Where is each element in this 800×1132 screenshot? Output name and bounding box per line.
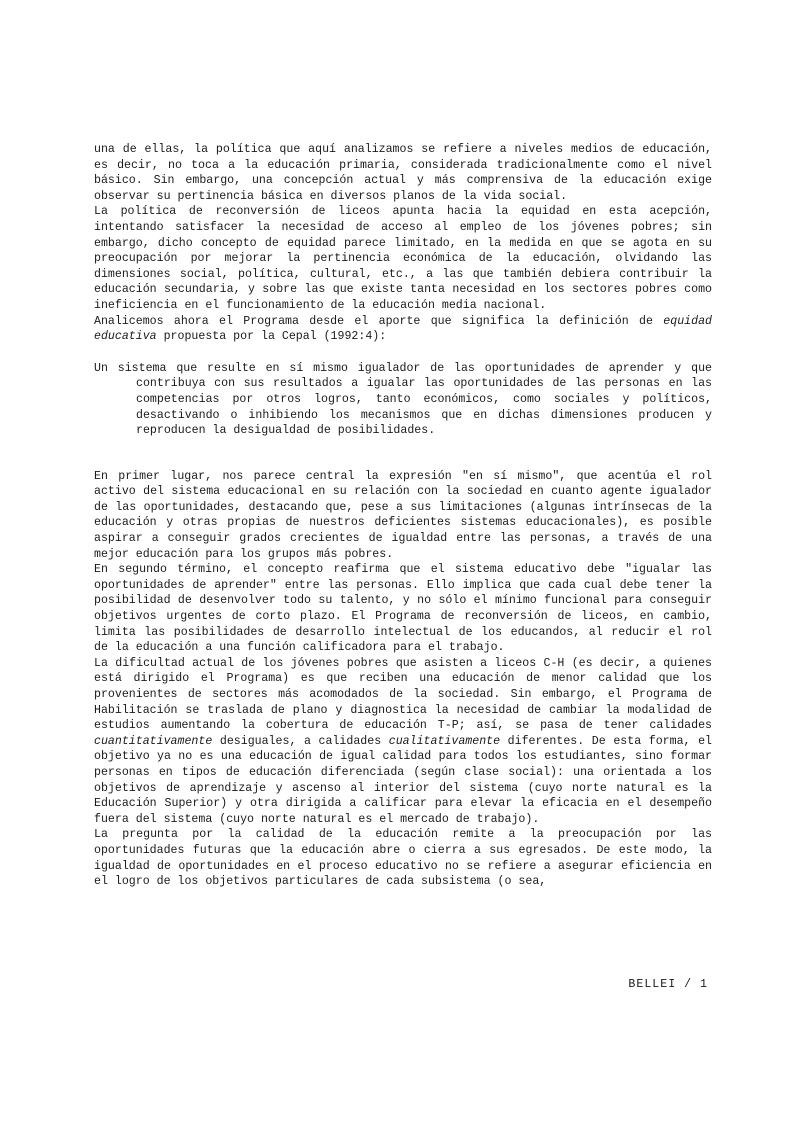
spacer (94, 439, 712, 469)
paragraph-5: En segundo término, el concepto reafirma que el sistema educativo debe "igualar las oportunidades de aprender" entre las personas. Ello implica que cada cual debe tener la posibilidad de desenvolver todo su talento, y no sólo el mínimo funcional para conseguir objetivos urgentes de corto plazo. El Programa de reconversión de liceos, en cambio, limita las posibilidades de desarrollo intelectual de los educandos, al reducir el rol de la educación a una función calificadora para el trabajo. (94, 563, 712, 655)
page-footer: BELLEI / 1 (628, 978, 708, 991)
block-quote: Un sistema que resulte en sí mismo igualador de las oportunidades de aprender y que contribuya con sus resultados a igualar las oportunidades de las personas en las competencias por otros logros, tanto económicos, como sociales y políticos, desactivando o inhibiendo los mecanismos que en dichas dimensiones producen y reproducen la desigualdad de posibilidades. (94, 361, 712, 438)
document-body (94, 142, 712, 890)
paragraph-6-text-a: La dificultad actual de los jóvenes pobres que asisten a liceos C-H (es decir, a quienes está dirigido el Programa) es que reciben una educación de menor calidad que los provenientes de sectores más acomodados de la sociedad. Sin embargo, el Programa de Habilitación se traslada de plano y diagnostica la necesidad de cambiar la modalidad de estudios aumentando la cobertura de educación T-P; así, se pasa de tener calidades (94, 656, 712, 733)
paragraph-1: una de ellas, la política que aquí analizamos se refiere a niveles medios de educación, es decir, no toca a la educación primaria, considerada tradicionalmente como el nivel básico. Sin embargo, una concepción actual y más comprensiva de la educación exige observar su pertinencia básica en diversos planos de la vida social. (94, 143, 712, 203)
paragraph-3-text-a: Analicemos ahora el Programa desde el aporte que significa la definición de (94, 314, 664, 328)
paragraph-6-emphasis-2: cualitativamente (388, 734, 501, 748)
paragraph-3 (94, 314, 712, 345)
paragraph-6-text-c: diferentes. De esta forma, el objetivo ya no es una educación de igual calidad para todos los estudiantes, sino formar personas en tipos de educación diferenciada (según clase social): una orientada a los objetivos de aprendizaje y ascenso al interior del sistema (cuyo norte natural es la Educación Superior) y otra dirigida a calificar para elevar la eficacia en el desempeño fuera del sistema (cuyo norte natural es el mercado de trabajo). (94, 734, 712, 826)
paragraph-3-text-b: propuesta por la Cepal (1992:4): (156, 330, 387, 344)
paragraph-2: La política de reconversión de liceos apunta hacia la equidad en esta acepción, intentando satisfacer la necesidad de acceso al empleo de los jóvenes pobres; sin embargo, dicho concepto de equidad parece limitado, en la medida en que se agota en su preocupación por mejorar la pertinencia económica de la educación, olvidando las dimensiones social, política, cultural, etc., a las que también debiera contribuir la educación secundaria, y sobre las que existe tanta necesidad en los sectores pobres como ineficiencia en el funcionamiento de la educación media nacional. (94, 205, 712, 312)
spacer (94, 345, 712, 361)
paragraph-4: En primer lugar, nos parece central la expresión "en sí mismo", que acentúa el rol activo del sistema educacional en su relación con la sociedad en cuanto agente igualador de las oportunidades, destacando que, pese a sus limitaciones (algunas intrínsecas de la educación y otras propias de nuestros deficientes sistemas educacionales), es posible aspirar a conseguir grados crecientes de igualdad entre las personas, a través de una mejor educación para los grupos más pobres. (94, 469, 712, 561)
paragraph-7: La pregunta por la calidad de la educación remite a la preocupación por las oportunidades futuras que la educación abre o cierra a sus egresados. De este modo, la igualdad de oportunidades en el proceso educativo no se refiere a asegurar eficiencia en el logro de los objetivos particulares de cada subsistema (o sea, (94, 828, 712, 889)
paragraph-3-emphasis: equidad educativa (94, 314, 712, 344)
paragraph-6 (94, 656, 712, 828)
paragraph-6-emphasis-1: cuantitativamente (94, 734, 213, 748)
paragraph-6-text-b: desiguales, a calidades (212, 734, 389, 748)
